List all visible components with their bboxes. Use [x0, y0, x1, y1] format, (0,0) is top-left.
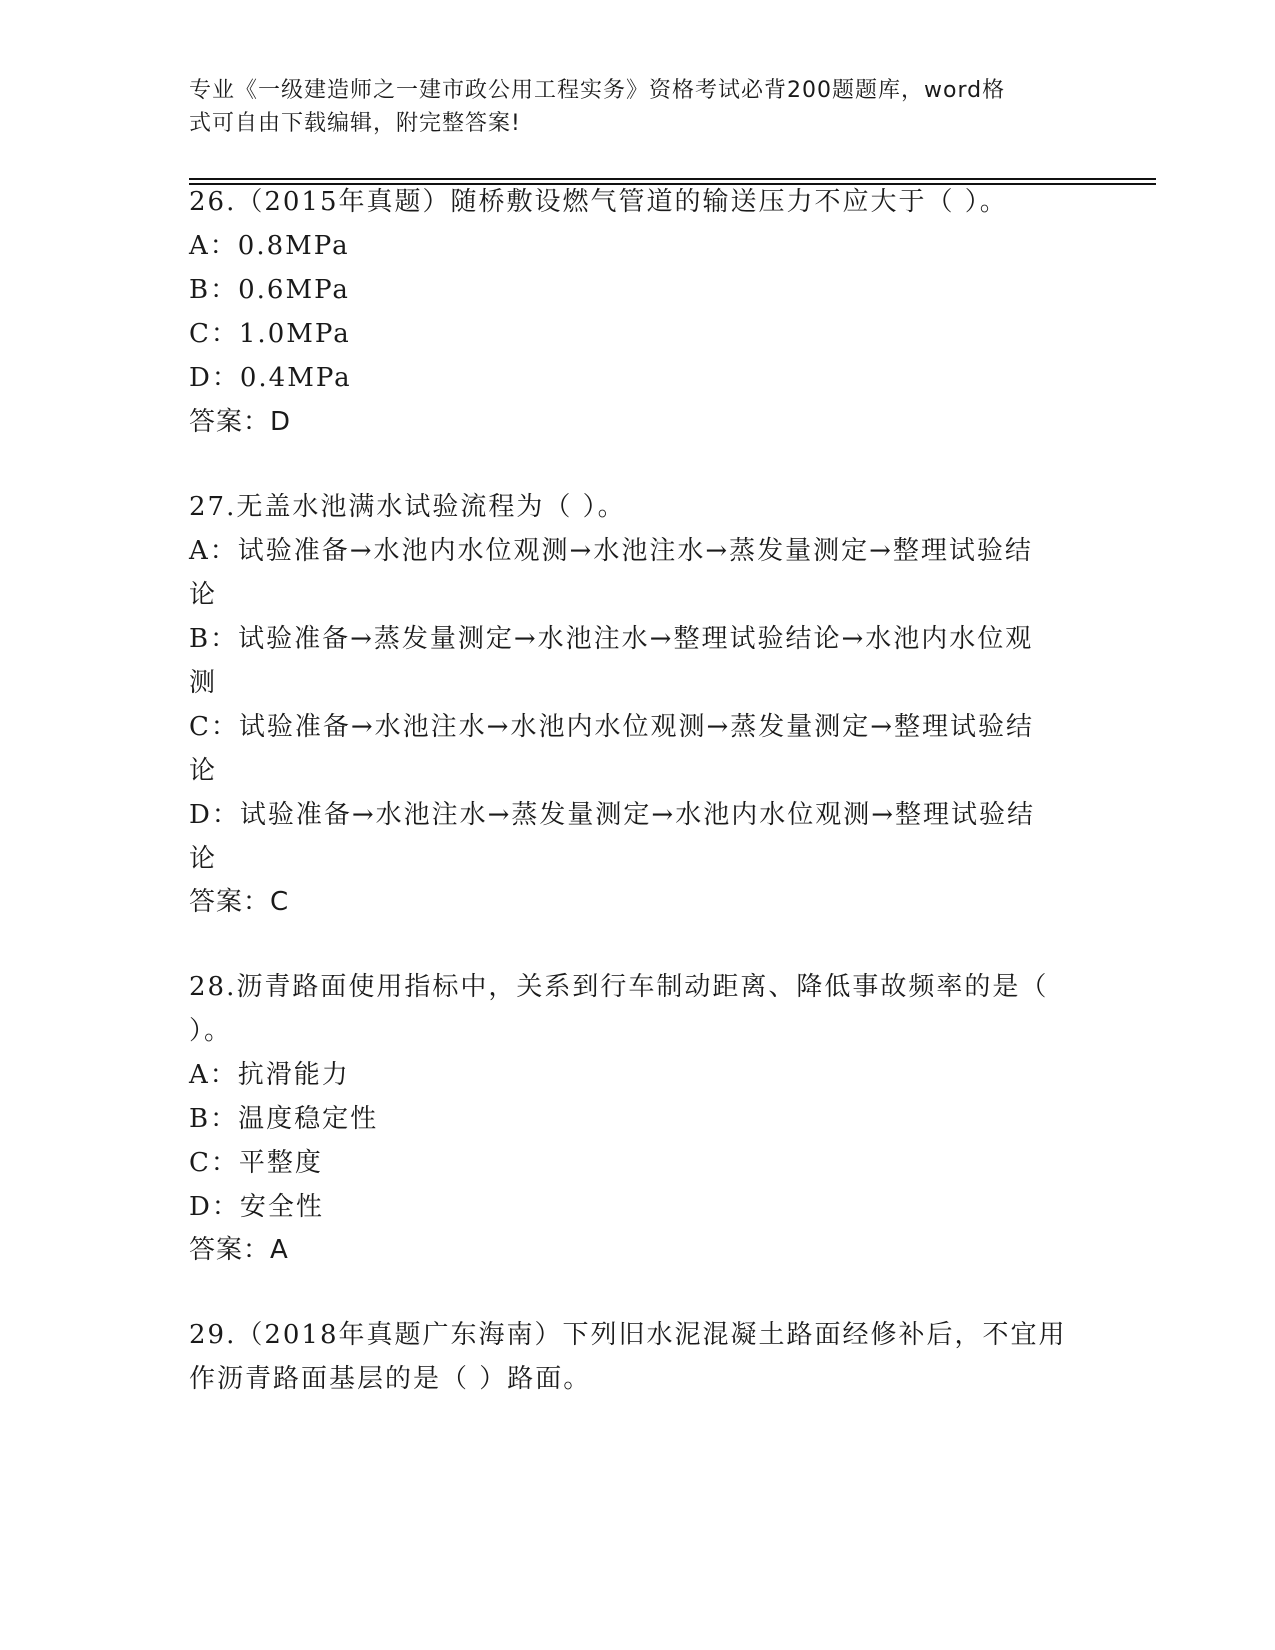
header-divider-bottom: [189, 183, 1156, 185]
question-26-option-a: A：0.8MPa: [189, 231, 350, 261]
question-27-option-d: D：试验准备→水池注水→蒸发量测定→水池内水位观测→整理试验结: [189, 800, 1035, 830]
question-26-option-d: D：0.4MPa: [189, 363, 352, 393]
question-29-stem: 29.（2018年真题广东海南）下列旧水泥混凝土路面经修补后，不宜用: [189, 1320, 1067, 1350]
document-header: [189, 74, 1079, 140]
question-28-answer: 答案：A: [189, 1235, 289, 1265]
question-29-stem-continued: 作沥青路面基层的是（ ）路面。: [189, 1364, 592, 1394]
question-26-option-b: B：0.6MPa: [189, 275, 350, 305]
header-divider-top: [189, 178, 1156, 180]
question-27-stem: 27.无盖水池满水试验流程为（ ）。: [189, 492, 626, 522]
question-27-option-d-continued: 论: [189, 844, 218, 874]
question-28-option-d: D：安全性: [189, 1192, 324, 1222]
header-line-2: 式可自由下载编辑，附完整答案!: [189, 111, 521, 136]
question-26-answer: 答案：D: [189, 407, 292, 437]
question-27-answer: 答案：C: [189, 887, 290, 917]
question-28-stem-continued: ）。: [189, 1016, 233, 1046]
question-27-option-c: C：试验准备→水池注水→水池内水位观测→蒸发量测定→整理试验结: [189, 712, 1035, 742]
question-28-stem: 28.沥青路面使用指标中，关系到行车制动距离、降低事故频率的是（: [189, 972, 1049, 1002]
question-27-option-b-continued: 测: [189, 668, 218, 698]
header-line-1: 专业《一级建造师之一建市政公用工程实务》资格考试必背200题题库，word格: [189, 78, 1006, 103]
question-28-option-a: A：抗滑能力: [189, 1060, 350, 1090]
question-28-option-c: C：平整度: [189, 1148, 323, 1178]
question-27-option-a: A：试验准备→水池内水位观测→水池注水→蒸发量测定→整理试验结: [189, 536, 1033, 566]
question-26-stem: 26.（2015年真题）随桥敷设燃气管道的输送压力不应大于（ ）。: [189, 187, 1008, 217]
question-27-option-a-continued: 论: [189, 580, 218, 610]
question-27-option-c-continued: 论: [189, 756, 218, 786]
question-26-option-c: C：1.0MPa: [189, 319, 351, 349]
question-28-option-b: B：温度稳定性: [189, 1104, 379, 1134]
question-27-option-b: B：试验准备→蒸发量测定→水池注水→整理试验结论→水池内水位观: [189, 624, 1034, 654]
